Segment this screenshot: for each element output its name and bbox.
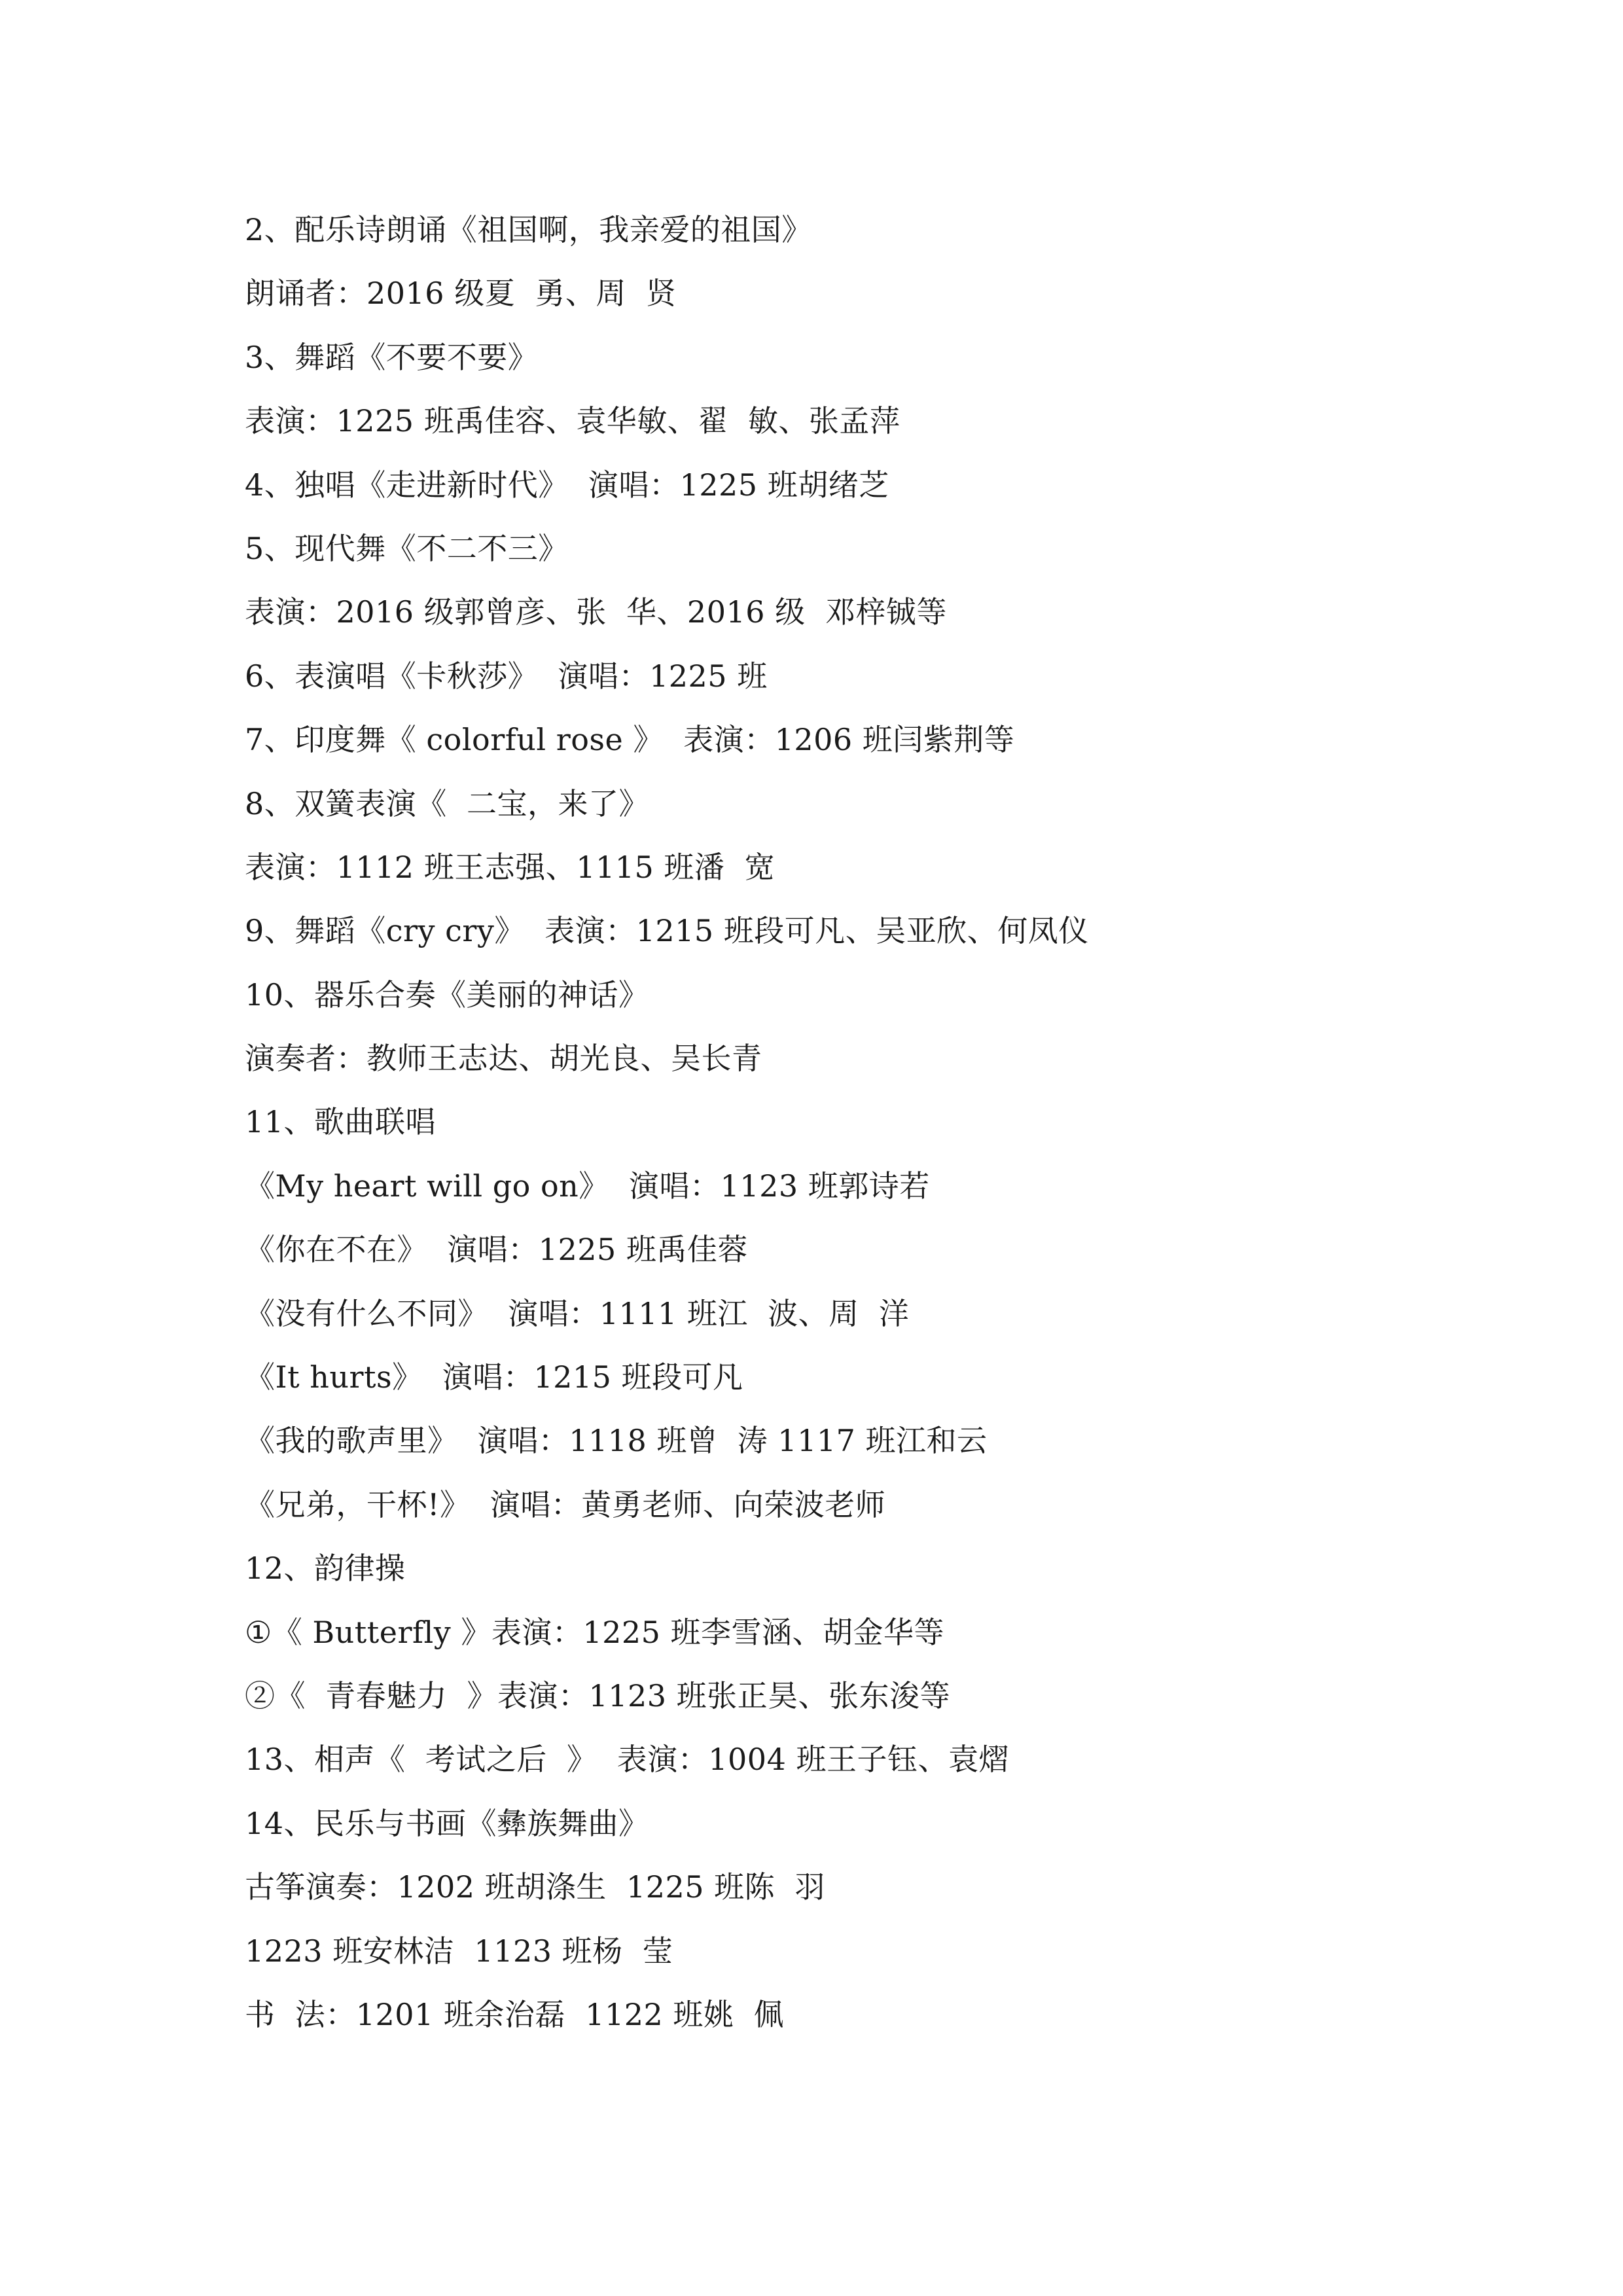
program-line: ②《 青春魅力 》表演：1123 班张正昊、张东浚等 bbox=[245, 1677, 951, 1713]
program-line: 10、器乐合奏《美丽的神话》 bbox=[245, 977, 649, 1013]
program-line: 表演：1225 班禹佳容、袁华敏、翟 敏、张孟萍 bbox=[245, 403, 901, 439]
program-line: 《My heart will go on》 演唱：1123 班郭诗若 bbox=[245, 1168, 930, 1204]
program-line: 1223 班安林洁 1123 班杨 莹 bbox=[245, 1933, 673, 1969]
program-line: 书 法：1201 班余治磊 1122 班姚 佩 bbox=[245, 1996, 785, 2032]
program-line: 《没有什么不同》 演唱：1111 班江 波、周 洋 bbox=[245, 1295, 910, 1331]
program-line: 12、韵律操 bbox=[245, 1551, 406, 1587]
program-line: ①《 Butterfly 》表演：1225 班李雪涵、胡金华等 bbox=[245, 1614, 945, 1650]
program-line: 5、现代舞《不二不三》 bbox=[245, 530, 569, 566]
program-line: 演奏者：教师王志达、胡光良、吴长青 bbox=[245, 1041, 762, 1077]
program-line: 4、独唱《走进新时代》 演唱：1225 班胡绪芝 bbox=[245, 467, 889, 503]
program-line: 朗诵者：2016 级夏 勇、周 贤 bbox=[245, 276, 677, 312]
program-line: 14、民乐与书画《彝族舞曲》 bbox=[245, 1805, 649, 1841]
program-line: 《It hurts》 演唱：1215 班段可凡 bbox=[245, 1359, 743, 1395]
program-line: 表演：1112 班王志强、1115 班潘 宽 bbox=[245, 849, 776, 885]
program-line: 《你在不在》 演唱：1225 班禹佳蓉 bbox=[245, 1232, 748, 1268]
program-line: 古筝演奏：1202 班胡涤生 1225 班陈 羽 bbox=[245, 1869, 825, 1905]
program-line: 3、舞蹈《不要不要》 bbox=[245, 339, 539, 375]
program-line: 13、相声《 考试之后 》 表演：1004 班王子钰、袁熠 bbox=[245, 1742, 1009, 1778]
program-list bbox=[245, 198, 1488, 2047]
program-line: 7、印度舞《 colorful rose 》 表演：1206 班闫紫荆等 bbox=[245, 722, 1015, 758]
program-line: 《兄弟，干杯!》 演唱：黄勇老师、向荣波老师 bbox=[245, 1486, 886, 1522]
program-line: 11、歌曲联唱 bbox=[245, 1104, 437, 1140]
program-line: 表演：2016 级郭曾彦、张 华、2016 级 邓梓铖等 bbox=[245, 594, 947, 630]
program-line: 6、表演唱《卡秋莎》 演唱：1225 班 bbox=[245, 658, 768, 694]
program-line: 《我的歌声里》 演唱：1118 班曾 涛 1117 班江和云 bbox=[245, 1423, 988, 1459]
program-line: 2、配乐诗朗诵《祖国啊，我亲爱的祖国》 bbox=[245, 212, 812, 247]
program-line: 8、双簧表演《 二宝，来了》 bbox=[245, 785, 650, 821]
program-line: 9、舞蹈《cry cry》 表演：1215 班段可凡、吴亚欣、何凤仪 bbox=[245, 913, 1089, 949]
